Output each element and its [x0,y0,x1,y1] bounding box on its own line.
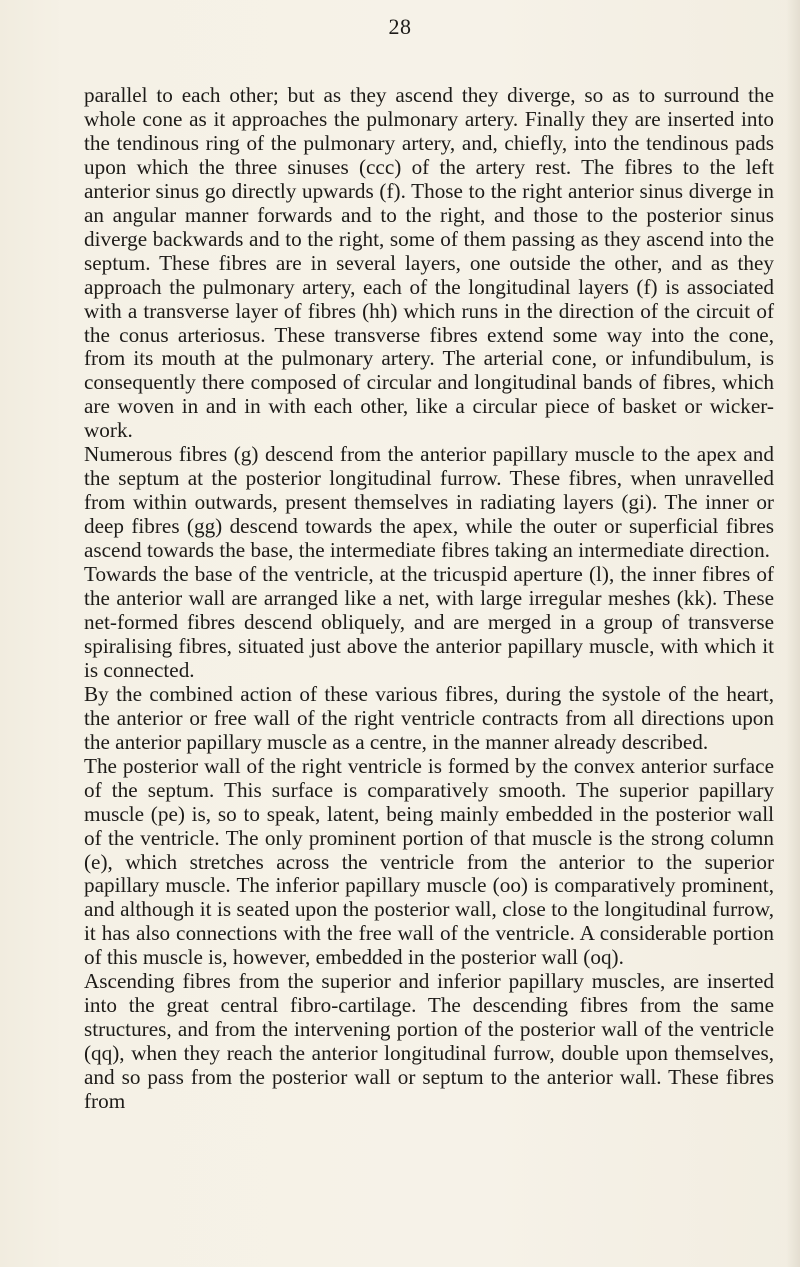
paragraph: The posterior wall of the right ventricle is formed by the convex anterior surface of the septum. This surface is comparatively smooth. The superior papillary muscle (pe) is, so to speak, latent, being mainly embedded in the posterior wall of the ventricle. The only prominent portion of that muscle is the strong column (e), which stretches across the ventricle from the anterior to the superior papillary muscle. The inferior papillary muscle (oo) is comparatively prominent, and although it is seated upon the posterior wall, close to the longitudinal furrow, it has also connections with the free wall of the ventricle. A considerable portion of this muscle is, however, embedded in the posterior wall (oq). [84,753,774,970]
paragraph: parallel to each other; but as they ascend they diverge, so as to surround the whole cone as it approaches the pulmonary artery. Finally they are inserted into the tendinous ring of the pulmonary artery, and, chiefly, into the tendinous pads upon which the three sinuses (ccc) of the artery rest. The fibres to the left anterior sinus go directly upwards (f). Those to the right anterior sinus diverge in an angular manner forwards and to the right, and those to the posterior sinus diverge backwards and to the right, some of them passing as they ascend into the septum. These fibres are in several layers, one outside the other, and as they approach the pulmonary artery, each of the longitudinal layers (f) is associated with a transverse layer of fibres (hh) which runs in the direction of the circuit of the conus arteriosus. These transverse fibres extend some way into the cone, from its mouth at the pulmonary artery. The arterial cone, or infundibulum, is consequently there composed of circular and longitudinal bands of fibres, which are woven in and in with each other, like a circular piece of basket or wicker-work. [84,83,774,443]
paragraph: Numerous fibres (g) descend from the anterior papillary muscle to the apex and the septum at the posterior longitudinal furrow. These fibres, when unravelled from within outwards, present themselves in radiating layers (gi). The inner or deep fibres (gg) descend towards the apex, while the outer or superficial fibres ascend towards the base, the intermediate fibres taking an intermediate direction. [84,442,774,563]
paragraph: By the combined action of these various fibres, during the systole of the heart, the anterior or free wall of the right ventricle contracts from all directions upon the anterior papillary muscle as a centre, in the manner already described. [84,681,774,754]
paragraph: Towards the base of the ventricle, at the tricuspid aperture (l), the inner fibres of the anterior wall are arranged like a net, with large irregular meshes (kk). These net-formed fibres descend obliquely, and are merged in a group of transverse spiralising fibres, situated just above the anterior papillary muscle, with which it is connected. [84,562,774,682]
body-text [84,84,774,1114]
page-number: 28 [388,14,412,39]
paragraph: Ascending fibres from the superior and inferior papillary muscles, are inserted into the great central fibro-cartilage. The descending fibres from the same structures, and from the intervening portion of the posterior wall of the ventricle (qq), when they reach the anterior longitudinal furrow, double upon themselves, and so pass from the posterior wall or septum to the anterior wall. These fibres from [84,969,774,1114]
page-edge-shadow [786,0,800,1267]
